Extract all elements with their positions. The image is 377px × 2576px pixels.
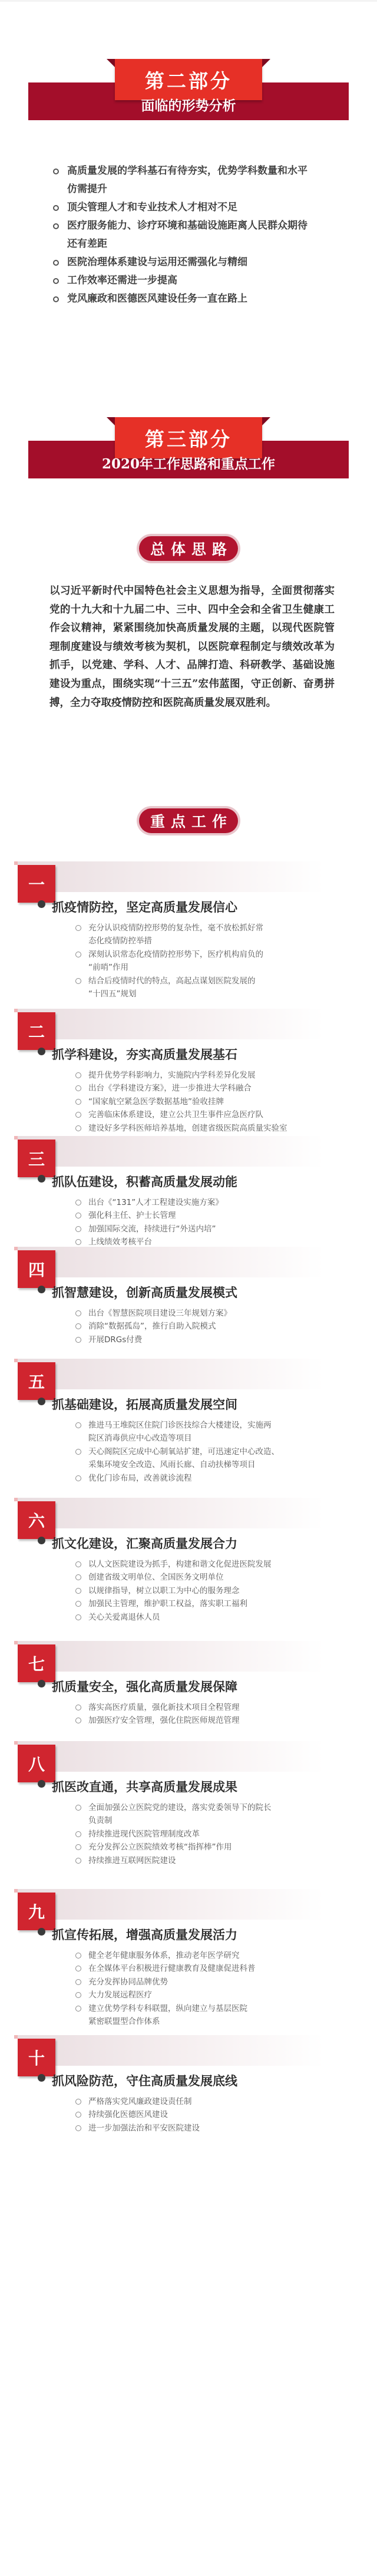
task-item: “十四五”规划 (88, 989, 137, 999)
task-item: 出台《智慧医院项目建设三年规划方案》 (75, 1307, 329, 1320)
part-3-header (28, 427, 349, 478)
bullet-icon (75, 1858, 81, 1864)
bullet-icon (53, 169, 59, 174)
bullet-icon (75, 1831, 81, 1837)
task-band (18, 1889, 324, 1920)
situation-item-cont: 仿需提升 (67, 183, 107, 195)
bullet-icon (75, 1310, 81, 1316)
summary-title-pill (137, 534, 240, 563)
bullet-icon (75, 2099, 81, 2105)
part-2-header (28, 69, 349, 120)
task-items (75, 1419, 329, 1485)
task-item: 加强国际交流，持续进行“外送内培” (75, 1223, 329, 1236)
situation-item: 医疗服务能力、诊疗环境和基础设施距离人民群众期待 (53, 217, 353, 235)
title-bullet-icon (38, 900, 45, 908)
task-title: 抓智慧建设，创新高质量发展模式 (52, 1283, 237, 1301)
bullet-icon (75, 1226, 81, 1232)
title-bullet-icon (38, 1928, 45, 1936)
bullet-icon (75, 1588, 81, 1594)
task-title: 抓风险防范，守住高质量发展底线 (52, 2072, 237, 2089)
task-number: 六 (18, 1501, 55, 1539)
bullet-icon (75, 1072, 81, 1078)
situation-list (53, 162, 353, 308)
task-item: 大力发展远程医疗 (75, 1989, 329, 2002)
bullet-icon (53, 278, 59, 284)
tasks-title: 重点工作 (139, 808, 238, 833)
task-item: 负责制 (88, 1816, 113, 1826)
task-item: 持续推进现代医院管理制度改革 (75, 1828, 329, 1841)
part-3-label: 第三部分 (115, 417, 262, 458)
task-item: 充分发挥公立医院绩效考核“指挥棒”作用 (75, 1841, 329, 1854)
task-number: 八 (18, 1745, 55, 1782)
bullet-icon (53, 205, 59, 211)
task-item: 上线绩效考核平台 (75, 1236, 329, 1249)
top-divider (0, 0, 377, 2)
task-item: 持续推进互联网医院建设 (75, 1854, 329, 1867)
task-item: 创建省级文明单位、全国医务文明单位 (75, 1571, 329, 1584)
task-item: 进一步加强法治和平安医院建设 (75, 2122, 329, 2135)
task-title: 抓医改直通，共享高质量发展成果 (52, 1778, 237, 1795)
bullet-icon (75, 1125, 81, 1131)
bullet-icon (53, 260, 59, 266)
title-bullet-icon (38, 1780, 45, 1788)
task-item: 在全媒体平台积极进行健康教育及健康促进科普 (75, 1962, 329, 1975)
bullet-icon (75, 1112, 81, 1118)
bullet-icon (75, 1449, 81, 1455)
bullet-icon (75, 952, 81, 957)
situation-item: 党风廉政和医德医风建设任务一直在路上 (53, 290, 353, 308)
part-2-band (28, 69, 349, 120)
bullet-icon (75, 2112, 81, 2118)
task-band (18, 1641, 324, 1672)
task-title: 抓宣传拓展，增强高质量发展活力 (52, 1926, 237, 1943)
tasks-title-pill (137, 806, 240, 835)
title-bullet-icon (38, 1286, 45, 1293)
task-items (75, 1069, 329, 1135)
task-item: 优化门诊布局，改善就诊流程 (75, 1472, 329, 1485)
title-bullet-icon (38, 1048, 45, 1055)
task-item: 消除“数据孤岛”，推行自助入院模式 (75, 1320, 329, 1333)
task-title: 抓质量安全，强化高质量发展保障 (52, 1677, 237, 1695)
task-item: 完善临床体系建设，建立公共卫生事件应急医疗队 (75, 1108, 329, 1121)
task-item: 结合后疫情时代的特点，高起点谋划医院发展的 (75, 975, 329, 988)
title-bullet-icon (38, 1537, 45, 1544)
bullet-icon (75, 1323, 81, 1329)
task-item: 关心关爱离退休人员 (75, 1611, 329, 1624)
situation-item: 工作效率还需进一步提高 (53, 272, 353, 290)
bullet-icon (75, 1475, 81, 1481)
task-item: 提升优势学科影响力，实施院内学科差异化发展 (75, 1069, 329, 1082)
bullet-icon (75, 1844, 81, 1850)
task-item: 推进马王堆院区住院门诊医技综合大楼建设，实施两 (75, 1419, 329, 1432)
task-items (75, 2095, 329, 2135)
title-bullet-icon (38, 1175, 45, 1183)
task-item: 院区消毒供应中心改造等项目 (88, 1434, 192, 1444)
part-2-subtitle: 面临的形势分析 (141, 98, 236, 114)
task-title: 抓基础建设，拓展高质量发展空间 (52, 1395, 237, 1413)
title-bullet-icon (38, 1680, 45, 1687)
bullet-icon (75, 1099, 81, 1105)
task-item: 加强医疗安全管理，强化住院医师规范管理 (75, 1714, 329, 1727)
task-item: 以规律指导，树立以职工为中心的服务理念 (75, 1584, 329, 1597)
task-item: “国家航空紧急医学数据基地”验收挂牌 (75, 1095, 329, 1108)
bullet-icon (75, 1979, 81, 1985)
task-band (18, 1359, 324, 1389)
task-band (18, 1247, 324, 1277)
task-item: 出台《“131”人才工程建设实施方案》 (75, 1196, 329, 1209)
task-band (18, 1009, 324, 1039)
task-items (75, 1701, 329, 1728)
task-item: 天心阁院区完成中心制氧站扩建，可迅速定中心改造、 (75, 1445, 329, 1458)
title-bullet-icon (38, 1398, 45, 1405)
bullet-icon (75, 1337, 81, 1343)
task-title: 抓队伍建设，积蓄高质量发展动能 (52, 1173, 237, 1190)
task-title: 抓文化建设，汇聚高质量发展合力 (52, 1534, 237, 1552)
bullet-icon (53, 296, 59, 302)
bullet-icon (75, 1200, 81, 1206)
task-item: “前哨”作用 (88, 963, 128, 973)
situation-item: 顶尖管理人才和专业技术人才相对不足 (53, 199, 353, 217)
task-band (18, 1741, 324, 1772)
situation-item: 高质量发展的学科基石有待夯实，优势学科数量和水平 (53, 162, 353, 180)
task-item: 采集环境安全改造、风雨长廊、自动扶梯等项目 (88, 1460, 256, 1470)
bullet-icon (75, 1213, 81, 1218)
bullet-icon (75, 1422, 81, 1428)
task-item: 紧密联盟型合作体系 (88, 2017, 160, 2027)
task-item: 建设好多学科医师培养基地，创建省级医院高质量实验室 (75, 1122, 329, 1135)
task-item: 充分认识疫情防控形势的复杂性，毫不放松抓好常 (75, 922, 329, 934)
task-item: 开展DRGs付费 (75, 1333, 329, 1346)
task-title: 抓疫情防控，坚定高质量发展信心 (52, 898, 237, 916)
task-number: 七 (18, 1644, 55, 1682)
summary-text: 以习近平新时代中国特色社会主义思想为指导，全面贯彻落实党的十九大和十九届二中、三中、四中全会和全省卫生健康工作会议精神，紧紧围绕加快高质量发展的主题，以现代医院管理制度建设与绩效考核为契机，以医院章程制定与绩效改革为抓手，以党建、学科、人才、品牌打造、科研教学、基础设施建设为重点，围绕实现“十三五”宏伟蓝图，守正创新、奋勇拼搏，全力夺取疫情防控和医院高质量发展双胜利。 (49, 585, 335, 709)
bullet-icon (75, 978, 81, 984)
task-band (18, 861, 324, 892)
task-item: 严格落实党风廉政建设责任制 (75, 2095, 329, 2108)
task-band (18, 1498, 324, 1528)
part-2-label: 第二部分 (115, 59, 262, 100)
task-items (75, 922, 329, 1000)
task-item: 加强民主管理，维护职工权益，落实职工福利 (75, 1597, 329, 1610)
task-item: 健全老年健康服务体系，推动老年医学研究 (75, 1949, 329, 1962)
bullet-icon (75, 1239, 81, 1245)
bullet-icon (75, 1718, 81, 1723)
task-band (18, 1136, 324, 1167)
bullet-icon (75, 1953, 81, 1959)
task-number: 二 (18, 1012, 55, 1050)
part-3-band (28, 427, 349, 478)
task-item: 充分发挥协同品牌优势 (75, 1976, 329, 1989)
situation-item-cont: 还有差距 (67, 238, 107, 250)
title-bullet-icon (38, 2074, 45, 2082)
task-item: 持续强化医德医风建设 (75, 2108, 329, 2121)
bullet-icon (75, 1561, 81, 1567)
task-title: 抓学科建设，夯实高质量发展基石 (52, 1045, 237, 1063)
task-number: 四 (18, 1250, 55, 1288)
task-number: 一 (18, 865, 55, 903)
situation-item: 医院治理体系建设与运用还需强化与精细 (53, 253, 353, 272)
task-band (18, 2035, 324, 2066)
summary-title: 总体思路 (139, 536, 238, 561)
task-item: 建立优势学科专科联盟，纵向建立与基层医院 (75, 2002, 329, 2015)
bullet-icon (75, 1574, 81, 1580)
task-item: 全面加强公立医院党的建设，落实党委领导下的院长 (75, 1801, 329, 1814)
task-item: 强化科主任、护士长管理 (75, 1209, 329, 1222)
task-number: 九 (18, 1893, 55, 1930)
bullet-icon (75, 1614, 81, 1620)
task-number: 十 (18, 2039, 55, 2076)
task-number: 三 (18, 1140, 55, 1177)
bullet-icon (75, 925, 81, 931)
task-items (75, 1196, 329, 1249)
task-item: 深刻认识常态化疫情防控形势下，医疗机构肩负的 (75, 948, 329, 961)
bullet-icon (75, 1601, 81, 1607)
task-items (75, 1801, 329, 1867)
task-number: 五 (18, 1362, 55, 1400)
task-item: 落实高医疗质量，强化新技术项目全程管理 (75, 1701, 329, 1714)
bullet-icon (53, 223, 59, 229)
task-item: 以人文医院建设为抓手，构建和谐文化促进医院发展 (75, 1558, 329, 1571)
bullet-icon (75, 2125, 81, 2131)
bullet-icon (75, 2006, 81, 2012)
task-item: 出台《学科建设方案》，进一步推进大学科融合 (75, 1082, 329, 1095)
bullet-icon (75, 1085, 81, 1091)
bullet-icon (75, 1705, 81, 1710)
bullet-icon (75, 1966, 81, 1971)
bullet-icon (75, 1992, 81, 1998)
part-3-subtitle: 2020年工作思路和重点工作 (101, 456, 275, 472)
bullet-icon (75, 1805, 81, 1811)
task-item: 态化疫情防控举措 (88, 936, 152, 946)
task-items (75, 1949, 329, 2028)
task-items (75, 1307, 329, 1346)
task-items (75, 1558, 329, 1624)
